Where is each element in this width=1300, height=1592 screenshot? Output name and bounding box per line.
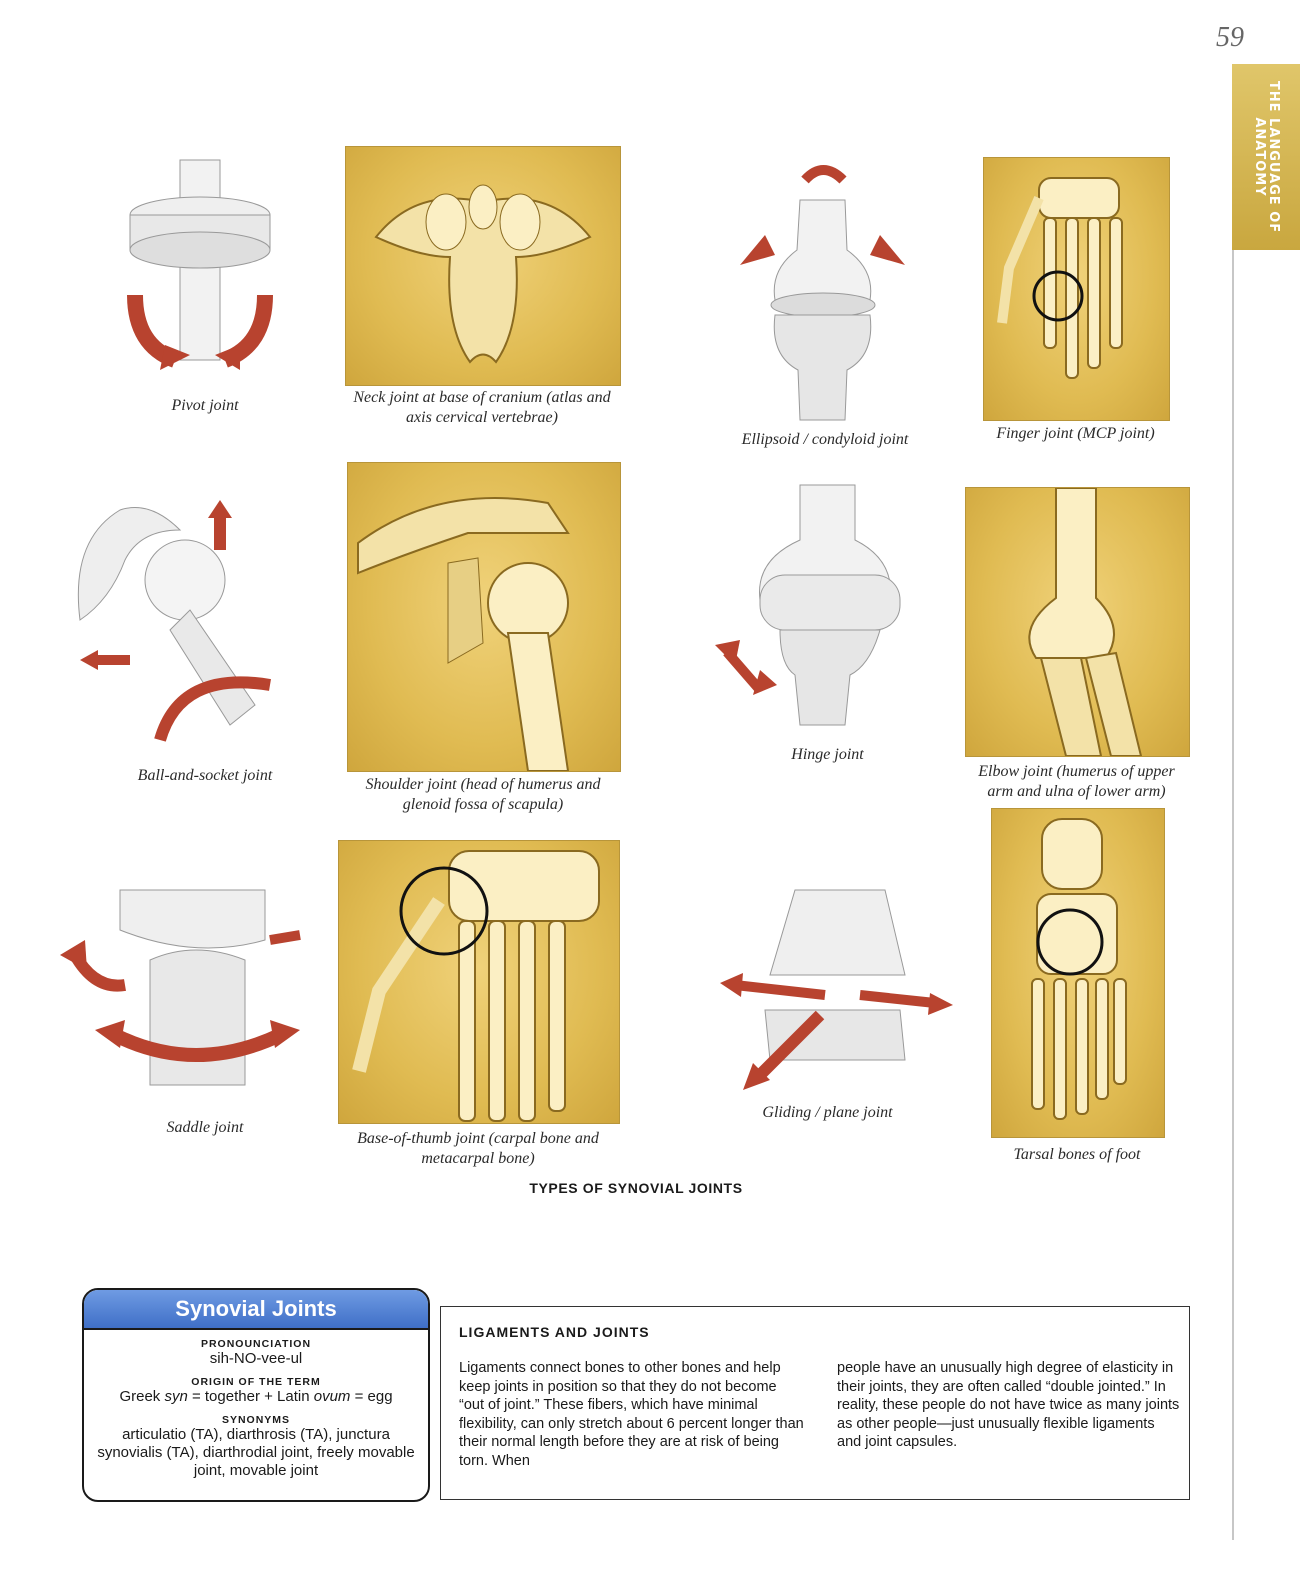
caption-elbow: Elbow joint (humerus of upper arm and ulna of lower arm) bbox=[978, 763, 1175, 800]
thumb-joint-illustration bbox=[338, 840, 620, 1124]
ligaments-title: LIGAMENTS AND JOINTS bbox=[459, 1324, 650, 1340]
ball-socket-joint-diagram bbox=[70, 500, 300, 750]
page-number: 59 bbox=[1216, 22, 1244, 53]
hinge-joint-diagram bbox=[705, 480, 915, 735]
caption-saddle: Saddle joint bbox=[166, 1119, 244, 1136]
margin-rule bbox=[1232, 250, 1234, 1540]
origin-term-syn: syn bbox=[164, 1388, 188, 1405]
neck-joint-illustration bbox=[345, 146, 621, 386]
caption-ellipsoid: Ellipsoid / condyloid joint bbox=[741, 431, 909, 448]
ellipsoid-joint-diagram bbox=[735, 160, 910, 425]
figure-title: TYPES OF SYNOVIAL JOINTS bbox=[529, 1180, 743, 1196]
caption-neck: Neck joint at base of cranium (atlas and axis cervical vertebrae) bbox=[353, 389, 611, 426]
gliding-joint-diagram bbox=[715, 885, 955, 1095]
finger-joint-illustration bbox=[983, 157, 1170, 421]
caption-ball: Ball-and-socket joint bbox=[137, 767, 273, 784]
saddle-joint-diagram bbox=[55, 880, 310, 1090]
origin-term-ovum: ovum bbox=[313, 1388, 351, 1405]
origin-text-1: Greek bbox=[119, 1388, 165, 1405]
pronunciation-label: PRONOUNCIATION bbox=[200, 1338, 312, 1350]
origin-text-3: = egg bbox=[350, 1388, 393, 1405]
elbow-joint-illustration bbox=[965, 487, 1190, 757]
section-tab-label: THE LANGUAGE OF ANATOMY bbox=[1252, 80, 1281, 234]
term-title: Synovial Joints bbox=[84, 1290, 428, 1330]
synonyms-label: SYNONYMS bbox=[221, 1414, 291, 1426]
term-box bbox=[82, 1288, 430, 1502]
origin-label: ORIGIN OF THE TERM bbox=[191, 1376, 321, 1388]
caption-hinge: Hinge joint bbox=[791, 746, 864, 763]
caption-thumb: Base-of-thumb joint (carpal bone and metacarpal bone) bbox=[357, 1130, 599, 1167]
tarsal-bones-illustration bbox=[991, 808, 1165, 1138]
caption-shoulder: Shoulder joint (head of humerus and glenoid fossa of scapula) bbox=[365, 776, 601, 813]
ligaments-column-1: Ligaments connect bones to other bones and help keep joints in position so that they do not become “out of joint.” These fibers, which have minimal flexibility, can only stretch about 6 percent longer than their normal length before they are at risk of being torn. When bbox=[459, 1360, 804, 1469]
caption-pivot: Pivot joint bbox=[171, 397, 239, 414]
pronunciation-value: sih-NO-vee-ul bbox=[209, 1350, 303, 1367]
section-tab bbox=[1232, 64, 1300, 250]
shoulder-joint-illustration bbox=[347, 462, 621, 772]
pivot-joint-diagram bbox=[105, 155, 300, 390]
caption-gliding: Gliding / plane joint bbox=[762, 1104, 893, 1121]
caption-finger: Finger joint (MCP joint) bbox=[996, 425, 1155, 442]
caption-tarsal: Tarsal bones of foot bbox=[1013, 1146, 1141, 1163]
ligaments-box bbox=[440, 1306, 1190, 1500]
origin-text-2: = together + Latin bbox=[187, 1388, 314, 1405]
origin-value bbox=[84, 1388, 428, 1406]
synonyms-value: articulatio (TA), diarthrosis (TA), junctura synovialis (TA), diarthrodial joint, freely movable joint, movable joint bbox=[97, 1426, 415, 1479]
ligaments-column-2: people have an unusually high degree of elasticity in their joints, they are often called “double jointed.” In reality, these people do not have twice as many joints as other people—just unusually flexible ligaments and joint capsules. bbox=[837, 1360, 1180, 1450]
